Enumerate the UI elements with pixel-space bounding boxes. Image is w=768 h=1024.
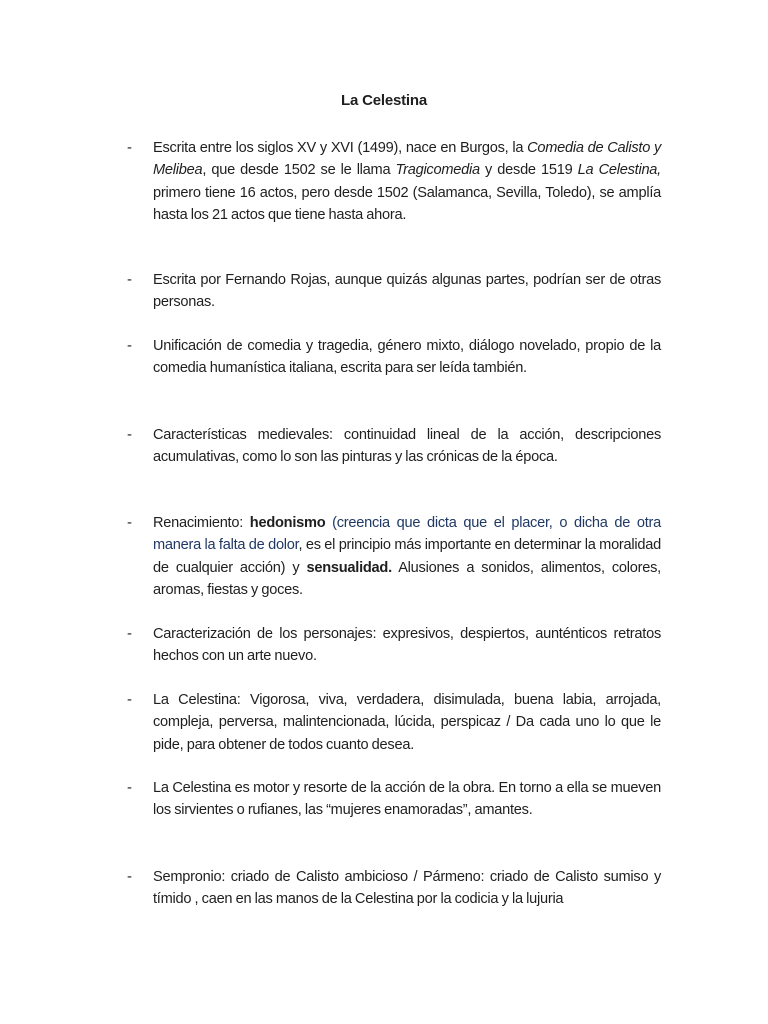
list-dash: -: [127, 514, 132, 531]
text-run: Sempronio: criado de Calisto ambicioso / Pármeno: criado de Calisto sumiso y tímido , caen en las manos de la Celestina por la codicia y la lujuria: [153, 869, 661, 908]
text-run-blue: (creencia que dicta que el placer, o dicha de otra manera la falta de dolor: [153, 515, 661, 554]
list-item-text: [153, 269, 661, 314]
text-run: Alusiones a sonidos, alimentos, colores, aromas, fiestas y goces.: [153, 559, 661, 598]
list-item-text: [153, 512, 661, 601]
text-run: La Celestina es motor y resorte de la acción de la obra. En torno a ella se mueven los sirvientes o rufianes, las “mujeres enamoradas”, amantes.: [153, 780, 661, 819]
list-dash: -: [127, 139, 132, 156]
list-item-text: [153, 424, 661, 469]
text-run: , que desde 1502 se le llama: [202, 162, 396, 179]
text-run: Caracterización de los personajes: expresivos, despiertos, aunténticos retratos hechos con un arte nuevo.: [153, 626, 661, 665]
list-dash: -: [127, 691, 132, 708]
text-run: y desde 1519: [479, 162, 578, 179]
text-run: Escrita entre los siglos XV y XVI (1499), nace en Burgos, la: [153, 140, 528, 156]
text-run-italic: Tragicomedia: [395, 162, 480, 179]
text-run: Renacimiento:: [153, 515, 250, 531]
text-run: Unificación de comedia y tragedia, género mixto, diálogo novelado, propio de la comedia humanística italiana, escrita para ser leída también.: [153, 338, 661, 377]
list-item-text: [153, 623, 661, 668]
list-dash: -: [127, 426, 132, 443]
text-run: Características medievales: continuidad lineal de la acción, descripciones acumulativas, como lo son las pinturas y las crónicas de la época.: [153, 427, 661, 466]
list-dash: -: [127, 868, 132, 885]
text-run-italic: La Celestina,: [577, 162, 661, 179]
list-dash: -: [127, 271, 132, 288]
text-run: primero tiene 16 actos, pero desde 1502 (Salamanca, Sevilla, Toledo), se amplía hasta los 21 actos que tiene hasta ahora.: [153, 184, 661, 223]
text-run: La Celestina: Vigorosa, viva, verdadera, disimulada, buena labia, arrojada, compleja, perversa, malintencionada, lúcida, perspicaz / Da cada uno lo que le pide, para obtener de todos cuanto desea.: [153, 692, 661, 753]
list-dash: -: [127, 625, 132, 642]
list-item-text: [153, 866, 661, 911]
document-title: La Celestina: [341, 92, 427, 109]
list-item-text: [153, 689, 661, 756]
text-run-bold: hedonismo: [249, 515, 326, 531]
list-item-text: [153, 137, 661, 226]
list-dash: -: [127, 337, 132, 354]
text-run-bold: sensualidad.: [306, 559, 392, 576]
text-run: , es el principio más importante en determinar la moralidad de cualquier acción) y: [153, 537, 661, 576]
list-item-text: [153, 777, 661, 822]
text-run-italic: Comedia de Calisto y Melibea: [153, 140, 661, 179]
text-run: Escrita por Fernando Rojas, aunque quizás algunas partes, podrían ser de otras personas.: [153, 272, 661, 311]
list-item-text: [153, 335, 661, 380]
list-dash: -: [127, 779, 132, 796]
